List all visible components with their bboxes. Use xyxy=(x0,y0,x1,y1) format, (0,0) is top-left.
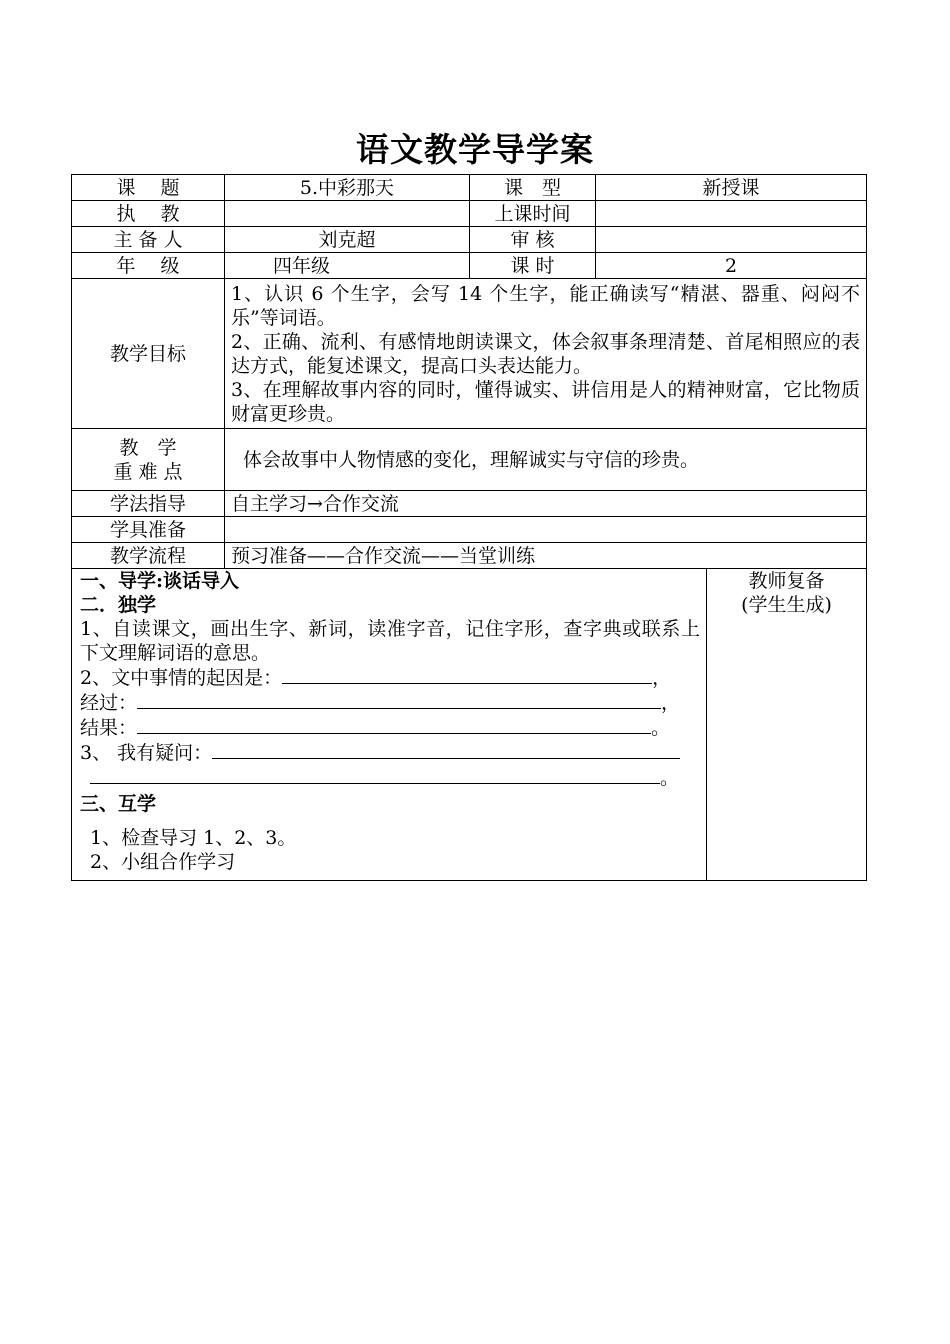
teacher-label: 执 教 xyxy=(72,201,225,227)
question-label: 3、 我有疑问： xyxy=(80,742,213,764)
process-comma: ， xyxy=(661,692,681,714)
grade-value: 四年级 xyxy=(225,253,470,279)
time-value xyxy=(596,201,867,227)
flow-item-question-line2 xyxy=(80,765,700,790)
process-value: 预习准备——合作交流——当堂训练 xyxy=(225,543,867,569)
preparer-value: 刘克超 xyxy=(225,227,470,253)
goal-item: 3、在理解故事内容的同时，懂得诚实、讲信用是人的精神财富，它比物质财富更珍贵。 xyxy=(231,378,861,425)
topic-label: 课 题 xyxy=(72,175,225,201)
review-value xyxy=(596,227,867,253)
flow-main-cell xyxy=(72,569,707,881)
flow-item-read: 1、自读课文，画出生字、新词，读准字音，记住字形，查字典或联系上下文理解词语的意思。 xyxy=(80,618,700,664)
question-blank[interactable] xyxy=(212,740,680,759)
row-process xyxy=(72,543,867,569)
side-label-line1: 教师复备 xyxy=(748,570,825,592)
grade-label: 年 级 xyxy=(72,253,225,279)
goal-item: 2、正确、流利、有感情地朗读课文，体会叙事条理清楚、首尾相照应的表达方式，能复述课文，提高口头表达能力。 xyxy=(231,330,861,377)
cause-comma: ， xyxy=(652,667,672,689)
row-flow xyxy=(72,569,867,881)
key-points-value: 体会故事中人物情感的变化，理解诚实与守信的珍贵。 xyxy=(225,429,867,491)
tools-label: 学具准备 xyxy=(72,517,225,543)
hours-value: 2 xyxy=(596,253,867,279)
row-topic xyxy=(72,175,867,201)
type-value: 新授课 xyxy=(596,175,867,201)
flow-item-question-line xyxy=(80,740,700,765)
process-label: 教学流程 xyxy=(72,543,225,569)
flow-heading-solo: 二．独学 xyxy=(80,594,157,616)
question-period: 。 xyxy=(660,767,680,789)
topic-value: 5.中彩那天 xyxy=(225,175,470,201)
lesson-plan-table xyxy=(71,174,867,881)
preparer-label: 主 备 人 xyxy=(72,227,225,253)
row-goals xyxy=(72,279,867,429)
flow-sub-group: 2、小组合作学习 xyxy=(90,851,236,873)
row-key-points xyxy=(72,429,867,491)
row-tools xyxy=(72,517,867,543)
key-points-label-line2: 重 难 点 xyxy=(113,460,183,483)
process-blank[interactable] xyxy=(137,690,661,709)
flow-heading-guide: 一、导学:谈话导入 xyxy=(80,570,240,592)
key-points-label-line1: 教 学 xyxy=(119,436,177,459)
goals-cell xyxy=(225,279,867,429)
method-value: 自主学习→合作交流 xyxy=(225,491,867,517)
tools-value xyxy=(225,517,867,543)
goal-item: 1、认识 6 个生字，会写 14 个生字，能正确读写“精湛、器重、闷闷不乐”等词语。 xyxy=(231,282,861,329)
hours-label: 课 时 xyxy=(470,253,596,279)
row-preparer xyxy=(72,227,867,253)
row-method xyxy=(72,491,867,517)
method-label: 学法指导 xyxy=(72,491,225,517)
cause-blank[interactable] xyxy=(282,665,652,684)
side-label-line2: (学生生成) xyxy=(741,594,832,616)
key-points-label xyxy=(72,429,225,491)
question-blank-2[interactable] xyxy=(90,765,660,784)
flow-side-cell xyxy=(707,569,867,881)
result-period: 。 xyxy=(651,717,671,739)
cause-label: 2、文中事情的起因是： xyxy=(80,667,283,689)
process-label: 经过： xyxy=(80,692,138,714)
flow-item-process-line xyxy=(80,690,700,715)
row-grade xyxy=(72,253,867,279)
teacher-value xyxy=(225,201,470,227)
result-blank[interactable] xyxy=(137,715,651,734)
flow-item-result-line xyxy=(80,715,700,740)
type-label: 课 型 xyxy=(470,175,596,201)
flow-sub-check: 1、检查导习 1、2、3。 xyxy=(90,827,297,849)
row-teacher xyxy=(72,201,867,227)
time-label: 上课时间 xyxy=(470,201,596,227)
result-label: 结果： xyxy=(80,717,138,739)
page-title: 语文教学导学案 xyxy=(356,130,594,169)
goals-label: 教学目标 xyxy=(72,279,225,429)
flow-item-cause-line xyxy=(80,665,700,690)
review-label: 审 核 xyxy=(470,227,596,253)
flow-heading-mutual: 三、互学 xyxy=(80,793,157,815)
